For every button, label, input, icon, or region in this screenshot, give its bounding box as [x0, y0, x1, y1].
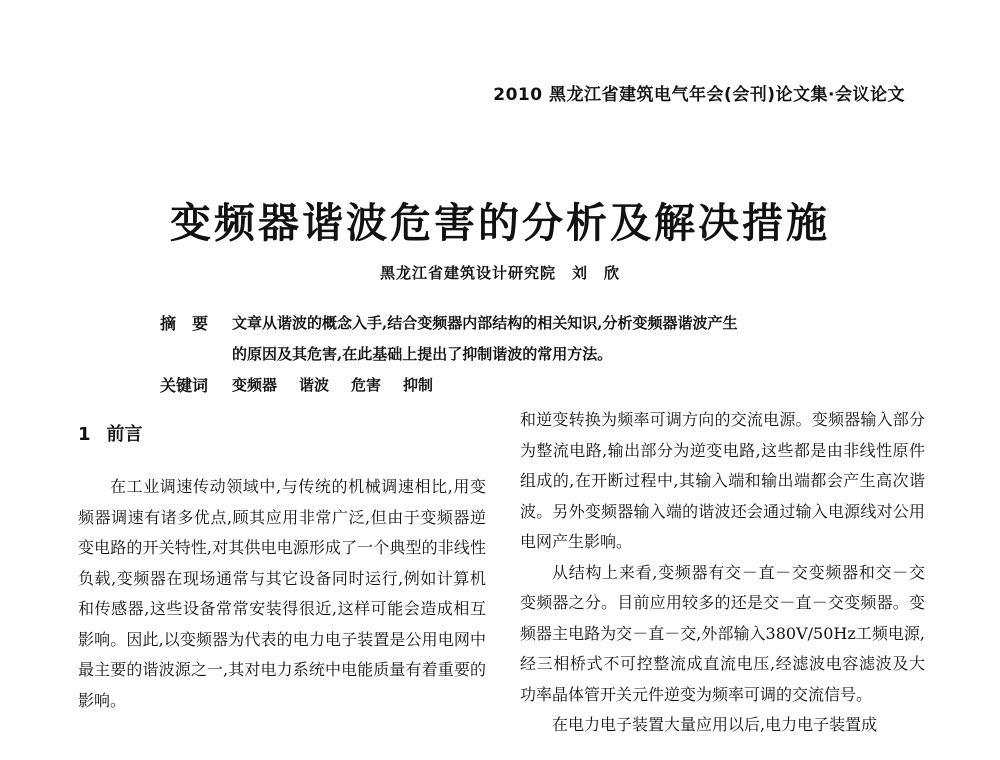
left-column: [78, 420, 486, 716]
section-title: 前言: [106, 424, 143, 445]
keywords-list: [232, 370, 433, 401]
body-paragraph: 和逆变转换为频率可调方向的交流电源。变频器输入部分为整流电路,输出部分为逆变电路,这些都是由非线性原件组成的,在开断过程中,其输入端和输出端都会产生高次谐波。另外变频器输入端的谐波还会通过输入电源线对公用电网产生影响。: [520, 410, 925, 551]
journal-header: 2010 黑龙江省建筑电气年会(会刊)论文集·会议论文: [493, 85, 905, 105]
abstract-block: [160, 308, 880, 401]
keyword: 变频器: [232, 376, 278, 394]
abstract-label: 摘 要: [160, 314, 209, 333]
right-column: [520, 405, 925, 741]
abstract-line-1: 文章从谐波的概念入手,结合变频器内部结构的相关知识,分析变频器谐波产生: [232, 314, 738, 332]
body-paragraph: 从结构上来看,变频器有交－直－交变频器和交－交变频器之分。目前应用较多的还是交－直－交变频器。变频器主电路为交－直－交,外部输入380V/50Hz工频电源,经三相桥式不可控整流成直流电压,经滤波电容滤波及大功率晶体管开关元件逆变为频率可调的交流信号。: [520, 562, 925, 704]
keywords-label: 关键词: [160, 376, 209, 395]
section-heading: [78, 420, 486, 450]
paper-title: 变频器谐波危害的分析及解决措施: [170, 199, 830, 247]
keyword: 抑制: [403, 376, 434, 394]
abstract-row: [160, 339, 880, 370]
keyword: 危害: [351, 376, 382, 394]
author-line: 黑龙江省建筑设计研究院 刘 欣: [379, 264, 620, 282]
keywords-row: [160, 370, 880, 401]
section-number: 1: [78, 424, 91, 445]
body-paragraph: 在工业调速传动领域中,与传统的机械调速相比,用变频器调速有诸多优点,顾其应用非常广泛,但由于变频器逆变电路的开关特性,对其供电电源形成了一个典型的非线性负载,变频器在现场通常与其它设备同时运行,例如计算机和传感器,这些设备常常安装得很近,这样可能会造成相互影响。因此,以变频器为代表的电力电子装置是公用电网中最主要的谐波源之一,其对电力系统中电能质量有着重要的影响。: [78, 477, 486, 710]
abstract-row: [160, 308, 880, 339]
keyword: 谐波: [299, 376, 330, 394]
body-paragraph: 在电力电子装置大量应用以后,电力电子装置成: [552, 715, 878, 734]
abstract-line-2: 的原因及其危害,在此基础上提出了抑制谐波的常用方法。: [232, 345, 613, 363]
